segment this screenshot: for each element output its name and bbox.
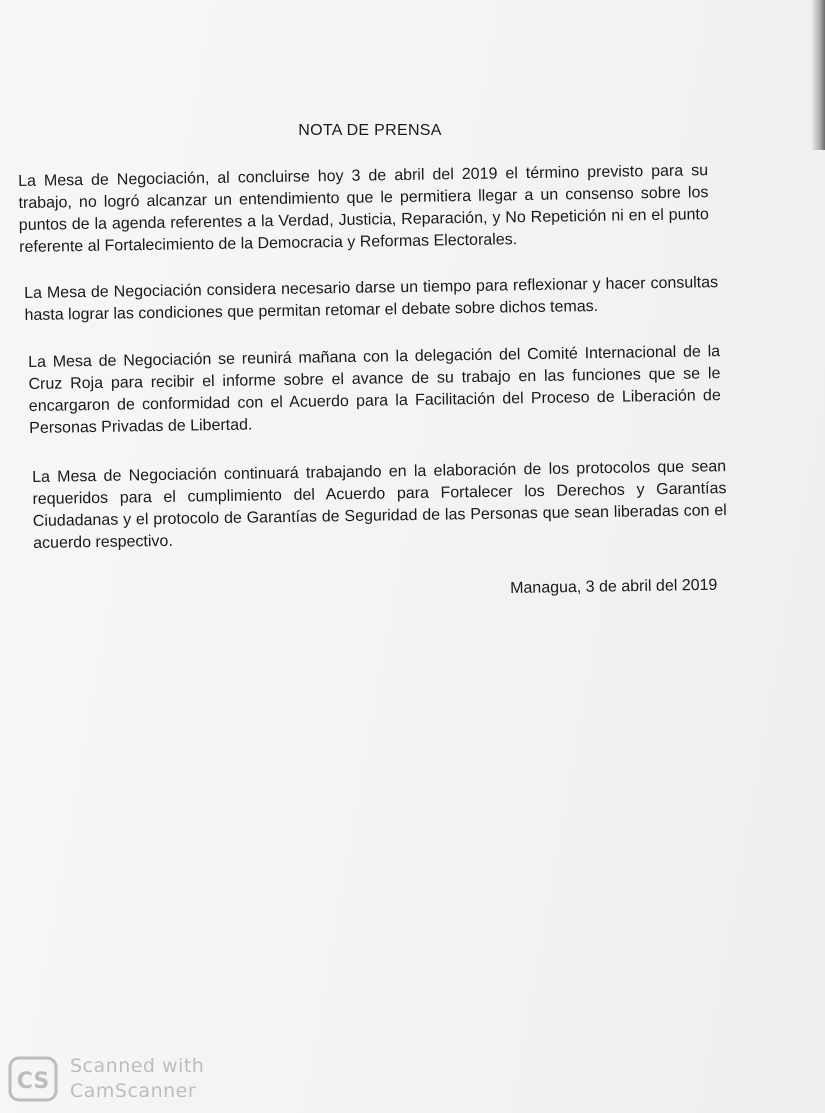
paragraph-2: La Mesa de Negociación considera necesario darse un tiempo para reflexionar y hacer consultas hasta lograr las condiciones que permitan retomar el debate sobre dichos temas. bbox=[24, 274, 719, 324]
svg-text:CS: CS bbox=[16, 1069, 50, 1094]
watermark-text bbox=[70, 1054, 204, 1104]
document-title: NOTA DE PRENSA bbox=[298, 122, 442, 139]
page-edge-shadow bbox=[811, 0, 825, 150]
camscanner-watermark bbox=[8, 1054, 268, 1106]
paragraph-1: La Mesa de Negociación, al concluirse hoy 3 de abril del 2019 el término previsto para su trabajo, no logró alcanzar un entendimiento que le permitiera llegar a un consenso sobre los puntos de la agenda referentes a la Verdad, Justicia, Reparación, y No Repetición ni en el punto referente al Fortalecimiento de la Democracia y Reformas Electorales. bbox=[18, 162, 709, 256]
watermark-line-2: CamScanner bbox=[70, 1080, 197, 1102]
camscanner-logo-icon bbox=[8, 1056, 58, 1102]
paragraph-3: La Mesa de Negociación se reunirá mañana con la delegación del Comité Internacional de la Cruz Roja para recibir el informe sobre el avance de su trabajo en las funciones que se le encargaron de conformidad con el Acuerdo para la Facilitación del Proceso de Liberación de Personas Privadas de Libertad. bbox=[28, 343, 721, 437]
paragraph-4: La Mesa de Negociación continuará trabajando en la elaboración de los protocolos que sean requeridos para el cumplimiento del Acuerdo para Fortalecer los Derechos y Garantías Ciudadanas y el protocolo de Garantías de Seguridad de las Personas que sean liberadas con el acuerdo respectivo. bbox=[32, 458, 727, 552]
place-and-date: Managua, 3 de abril del 2019 bbox=[510, 576, 718, 597]
watermark-line-1: Scanned with bbox=[70, 1055, 205, 1077]
